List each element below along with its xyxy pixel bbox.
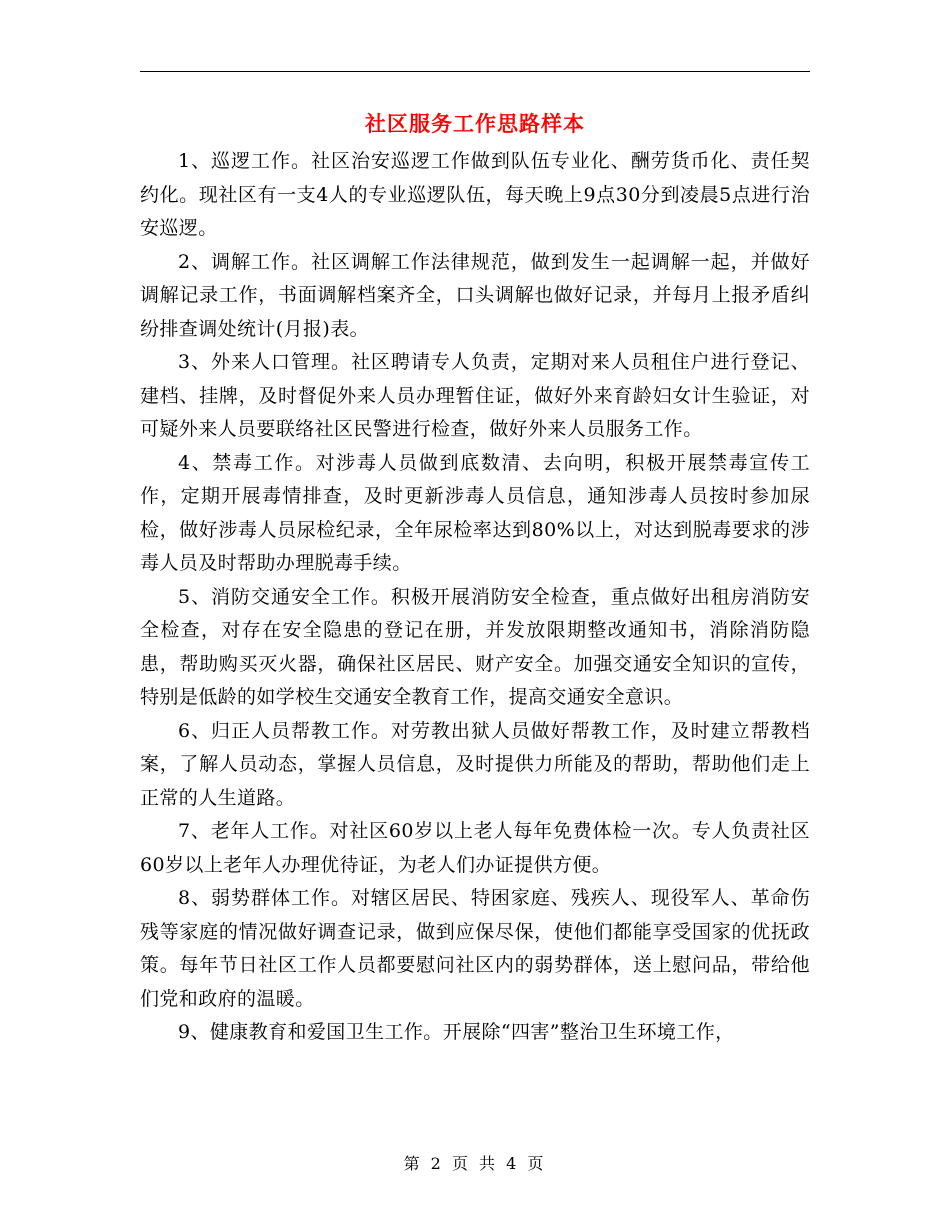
paragraph-elderly: 7、老年人工作。对社区60岁以上老人每年免费体检一次。专人负责社区60岁以上老年人办理优待证，为老人们办证提供方便。 — [140, 820, 810, 876]
paragraph-rehabilitation: 6、归正人员帮教工作。对劳教出狱人员做好帮教工作，及时建立帮教档案，了解人员动态，掌握人员信息，及时提供力所能及的帮助，帮助他们走上正常的人生道路。 — [140, 719, 810, 809]
paragraph-mediation: 2、调解工作。社区调解工作法律规范，做到发生一起调解一起，并做好调解记录工作，书面调解档案齐全，口头调解也做好记录，并每月上报矛盾纠纷排查调处统计(月报)表。 — [140, 250, 810, 340]
paragraph-vulnerable-groups: 8、弱势群体工作。对辖区居民、特困家庭、残疾人、现役军人、革命伤残等家庭的情况做好调查记录，做到应保尽保，使他们都能享受国家的优抚政策。每年节日社区工作人员都要慰问社区内的弱势群体，送上慰问品，带给他们党和政府的温暖。 — [140, 887, 810, 1010]
header-rule — [140, 71, 810, 72]
paragraph-fire-traffic-safety: 5、消防交通安全工作。积极开展消防安全检查，重点做好出租房消防安全检查，对存在安全隐患的登记在册，并发放限期整改通知书，消除消防隐患，帮助购买灭火器，确保社区居民、财产安全。加强交通安全知识的宣传，特别是低龄的如学校生交通安全教育工作，提高交通安全意识。 — [140, 585, 810, 708]
paragraph-health-education: 9、健康教育和爱国卫生工作。开展除“四害”整治卫生环境工作， — [178, 1021, 735, 1043]
paragraph-patrol: 1、巡逻工作。社区治安巡逻工作做到队伍专业化、酬劳货币化、责任契约化。现社区有一支4人的专业巡逻队伍，每天晚上9点30分到凌晨5点进行治安巡逻。 — [140, 150, 810, 239]
paragraph-migrant-management: 3、外来人口管理。社区聘请专人负责，定期对来人员租住户进行登记、建档、挂牌，及时督促外来人员办理暂住证，做好外来育龄妇女计生验证，对可疑外来人员要联络社区民警进行检查，做好外来人员服务工作。 — [140, 351, 810, 440]
paragraph-anti-drug: 4、禁毒工作。对涉毒人员做到底数清、去向明，积极开展禁毒宣传工作，定期开展毒情排查，及时更新涉毒人员信息，通知涉毒人员按时参加尿检，做好涉毒人员尿检纪录，全年尿检率达到80%以上，对达到脱毒要求的涉毒人员及时帮助办理脱毒手续。 — [140, 451, 810, 574]
document-body — [140, 145, 810, 1050]
document-title: 社区服务工作思路样本 — [365, 111, 585, 136]
page-number-footer: 第 2 页 共 4 页 — [403, 1154, 547, 1173]
